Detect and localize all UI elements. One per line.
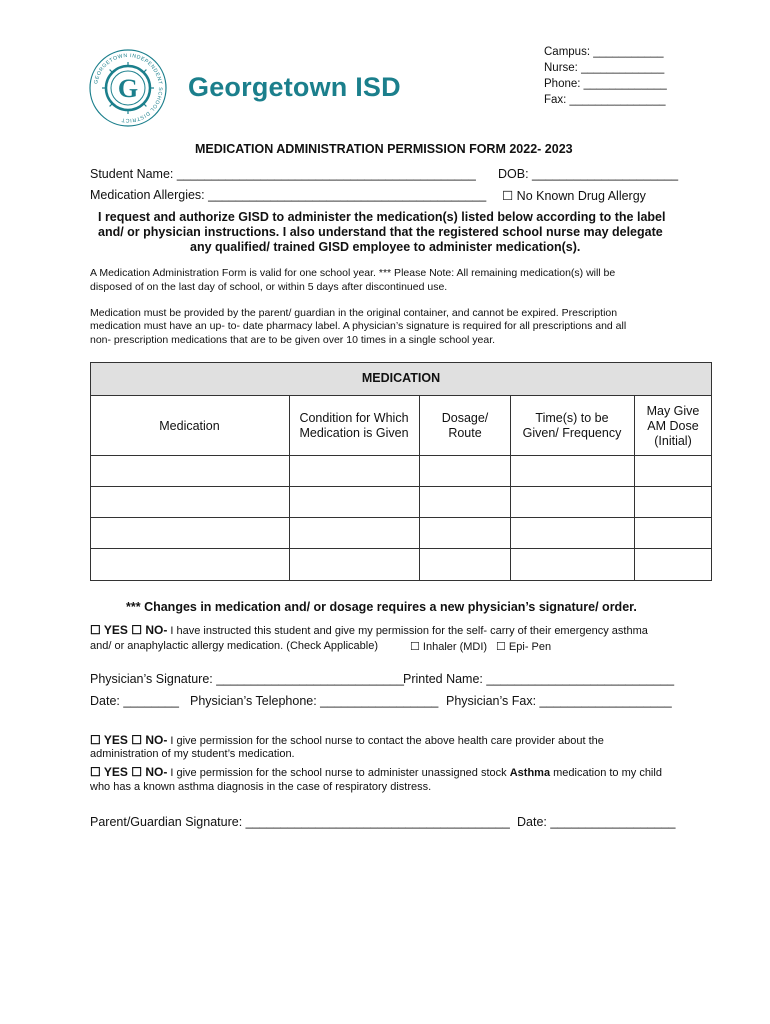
form-title: MEDICATION ADMINISTRATION PERMISSION FORM 2022- 2023 [195, 142, 573, 156]
parent-date-field[interactable]: Date: __________________ [517, 815, 676, 829]
stock-asthma-keyword: Asthma [509, 767, 551, 779]
physician-fax-field[interactable]: Physician’s Fax: ___________________ [446, 694, 672, 708]
dob-field[interactable]: DOB: _____________________ [498, 167, 679, 181]
no-known-allergy-checkbox[interactable]: ☐ No Known Drug Allergy [502, 189, 646, 203]
contact-provider-yes-no-checkboxes[interactable]: ☐ YES ☐ NO- [90, 733, 168, 747]
phone-field[interactable]: Phone: _____________ [544, 78, 667, 90]
self-carry-consent-text-2: and/ or anaphylactic allergy medication. (Check Applicable) [90, 640, 378, 652]
svg-text:GEORGETOWN INDEPENDENT SCHOOL: GEORGETOWN INDEPENDENT SCHOOL DISTRICT [93, 52, 164, 124]
contact-provider-consent-text-2: administration of my student’s medication. [90, 748, 295, 760]
column-header-am-dose: May Give AM Dose (Initial) [646, 404, 700, 448]
inhaler-checkbox[interactable]: ☐ Inhaler (MDI) [410, 641, 488, 653]
contact-provider-consent-text: I give permission for the school nurse to contact the above health care provider about the [167, 735, 604, 747]
epipen-checkbox[interactable]: ☐ Epi- Pen [496, 641, 552, 653]
column-header-medication: Medication [159, 419, 220, 433]
physician-telephone-field[interactable]: Physician’s Telephone: _________________ [190, 694, 439, 708]
authorization-line-1: I request and authorize GISD to administer the medication(s) listed below according to the label [98, 210, 666, 224]
authorization-line-2: and/ or physician instructions. I also understand that the registered school nurse may delegate [98, 225, 663, 239]
provision-note-line-3: non- prescription medications that are to be given over 10 times in a single school year. [90, 334, 496, 346]
stock-asthma-consent-text: I give permission for the school nurse to administer unassigned stock [167, 767, 510, 779]
campus-field[interactable]: Campus: ___________ [544, 46, 664, 58]
stock-asthma-consent-text-end: medication to my child [550, 767, 662, 779]
provision-note-line-2: medication must have an up- to- date pharmacy label. A physician’s signature is required for all prescriptions and all [90, 320, 627, 332]
validity-note-line-1: A Medication Administration Form is valid for one school year. *** Please Note: All remaining medication(s) will be [90, 267, 616, 279]
district-name: Georgetown ISD [188, 72, 401, 102]
medication-table [90, 362, 712, 581]
column-header-times-frequency: Time(s) to be Given/ Frequency [522, 411, 622, 440]
column-header-condition: Condition for Which Medication is Given [299, 411, 409, 440]
svg-text:G: G [117, 74, 139, 103]
medication-allergies-field[interactable]: Medication Allergies: ________________________________________ [90, 188, 487, 202]
stock-asthma-consent-text-2: who has a known asthma diagnosis in the case of respiratory distress. [90, 781, 432, 793]
self-carry-yes-no-checkboxes[interactable]: ☐ YES ☐ NO- [90, 623, 168, 637]
table-title: MEDICATION [361, 371, 441, 385]
nurse-field[interactable]: Nurse: _____________ [544, 62, 665, 74]
provision-note-line-1: Medication must be provided by the parent/ guardian in the original container, and cannot be expired. Prescription [90, 307, 618, 319]
printed-name-field[interactable]: Printed Name: ___________________________ [403, 672, 675, 686]
validity-note-line-2: disposed of on the last day of school, or within 5 days after discontinued use. [90, 281, 448, 293]
self-carry-consent-text: I have instructed this student and give my permission for the self- carry of their emergency asthma [167, 625, 648, 637]
column-header-dosage-route: Dosage/ Route [441, 411, 489, 440]
fax-field[interactable]: Fax: _______________ [544, 94, 666, 106]
date-field[interactable]: Date: ________ [90, 694, 179, 708]
parent-signature-field[interactable]: Parent/Guardian Signature: ______________________________________ [90, 815, 510, 829]
authorization-line-3: any qualified/ trained GISD employee to administer medication(s). [190, 240, 581, 254]
district-seal-logo [88, 48, 168, 128]
changes-note: *** Changes in medication and/ or dosage requires a new physician’s signature/ order. [126, 600, 637, 614]
stock-asthma-yes-no-checkboxes[interactable]: ☐ YES ☐ NO- [90, 765, 168, 779]
student-name-field[interactable]: Student Name: ___________________________________________ [90, 167, 476, 181]
physician-signature-field[interactable]: Physician’s Signature: ___________________________ [90, 672, 404, 686]
